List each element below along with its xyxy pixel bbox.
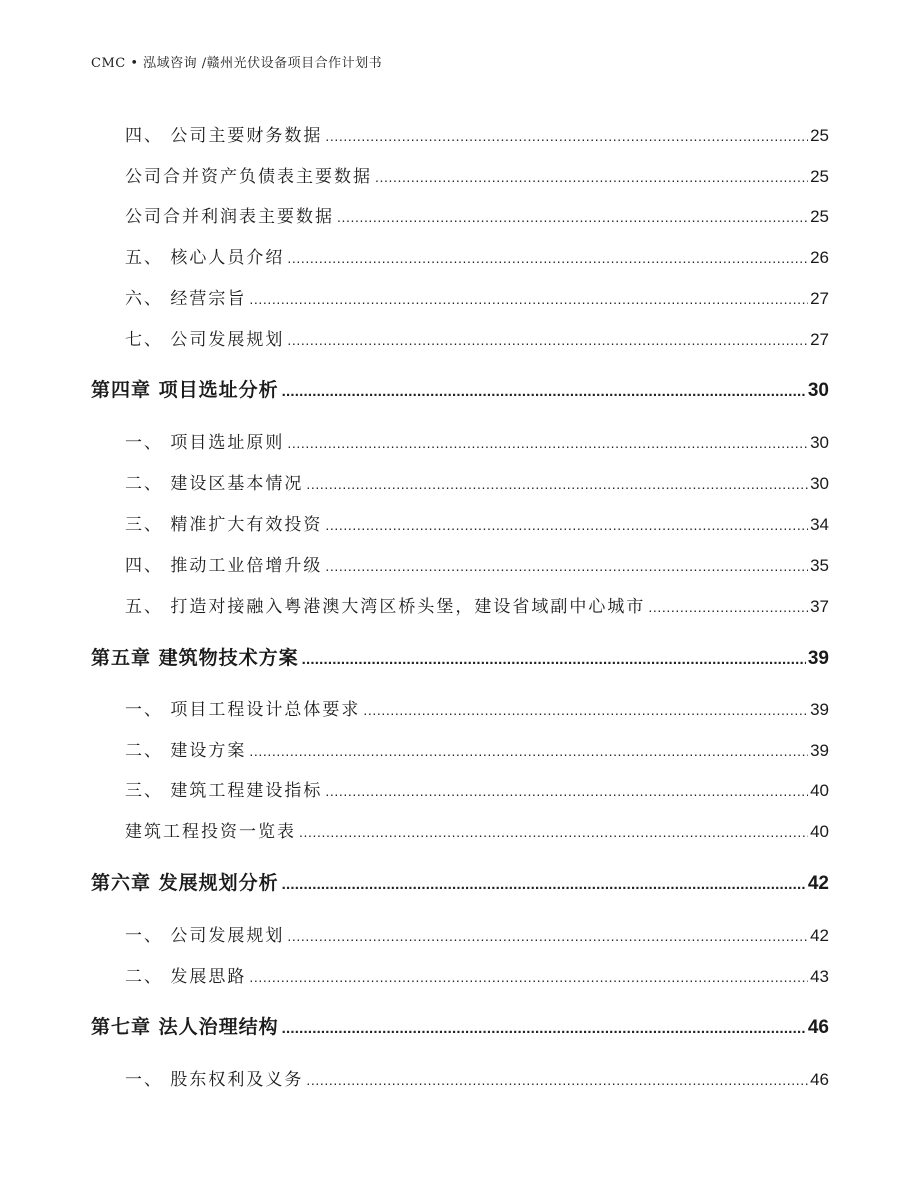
toc-entry-label: 四、 推动工业倍增升级: [125, 556, 323, 576]
toc-entry-page: 39: [810, 700, 829, 719]
dot-leader: [648, 596, 808, 618]
toc-chapter-label: 第四章 项目选址分析: [91, 379, 279, 401]
dot-leader: [282, 381, 806, 403]
dot-leader: [249, 288, 808, 310]
dot-leader: [306, 1069, 808, 1091]
toc-chapter-page: 46: [807, 1017, 829, 1038]
toc-entry[interactable]: [125, 925, 829, 947]
toc-entry-label: 三、 建筑工程建设指标: [125, 781, 323, 801]
toc-chapter-entry[interactable]: [91, 647, 829, 671]
dot-leader: [282, 874, 806, 896]
toc-entry[interactable]: [125, 966, 829, 988]
toc-entry-label: 一、 项目工程设计总体要求: [125, 700, 361, 720]
toc-entry-page: 35: [810, 556, 829, 575]
toc-entry-label: 一、 项目选址原则: [125, 433, 285, 453]
toc-entry-page: 26: [810, 248, 829, 267]
toc-entry-label: 二、 建设方案: [125, 741, 247, 761]
toc-entry-page: 34: [810, 515, 829, 534]
toc-entry[interactable]: [125, 206, 829, 228]
toc-entry-page: 30: [810, 474, 829, 493]
toc-chapter-label: 第五章 建筑物技术方案: [91, 647, 299, 669]
toc-entry-label: 一、 股东权利及义务: [125, 1070, 304, 1090]
toc-entry[interactable]: [125, 473, 829, 495]
toc-entry-label: 一、 公司发展规划: [125, 926, 285, 946]
toc-entry-label: 七、 公司发展规划: [125, 330, 285, 350]
toc-entry[interactable]: [125, 780, 829, 802]
dot-leader: [363, 699, 808, 721]
toc-entry-page: 27: [810, 289, 829, 308]
toc-entry-label: 二、 建设区基本情况: [125, 474, 304, 494]
toc-chapter-page: 39: [807, 648, 829, 669]
toc-entry-label: 五、 打造对接融入粤港澳大湾区桥头堡，建设省域副中心城市: [125, 597, 646, 617]
toc-entry[interactable]: [125, 555, 829, 577]
toc-chapter-entry[interactable]: [91, 379, 829, 403]
dot-leader: [325, 555, 808, 577]
toc-entry[interactable]: [125, 514, 829, 536]
toc-entry[interactable]: [125, 699, 829, 721]
dot-leader: [299, 821, 808, 843]
toc-entry-label: 三、 精准扩大有效投资: [125, 515, 323, 535]
toc-entry-page: 25: [810, 167, 829, 186]
toc-entry-label: 公司合并利润表主要数据: [125, 207, 334, 227]
toc-entry-page: 46: [810, 1070, 829, 1089]
toc-chapter-label: 第七章 法人治理结构: [91, 1016, 279, 1038]
toc-entry-page: 40: [810, 781, 829, 800]
toc-entry-label: 六、 经营宗旨: [125, 289, 247, 309]
dot-leader: [287, 247, 808, 269]
toc-chapter-page: 42: [807, 873, 829, 894]
dot-leader: [287, 329, 808, 351]
toc-entry[interactable]: [125, 432, 829, 454]
dot-leader: [325, 514, 808, 536]
toc-entry-page: 40: [810, 822, 829, 841]
toc-entry-page: 25: [810, 126, 829, 145]
toc-chapter-entry[interactable]: [91, 1016, 829, 1040]
toc-entry-label: 建筑工程投资一览表: [125, 822, 296, 842]
toc-entry[interactable]: [125, 596, 829, 618]
dot-leader: [249, 740, 808, 762]
dot-leader: [337, 206, 808, 228]
toc-entry[interactable]: [125, 166, 829, 188]
dot-leader: [249, 966, 808, 988]
toc-entry-page: 37: [810, 597, 829, 616]
toc-entry[interactable]: [125, 821, 829, 843]
toc-entry-label: 二、 发展思路: [125, 967, 247, 987]
dot-leader: [282, 1018, 806, 1040]
dot-leader: [287, 432, 808, 454]
dot-leader: [302, 649, 806, 671]
toc-entry-page: 27: [810, 330, 829, 349]
toc-chapter-label: 第六章 发展规划分析: [91, 872, 279, 894]
toc-entry-page: 25: [810, 207, 829, 226]
toc-entry[interactable]: [125, 247, 829, 269]
toc-chapter-entry[interactable]: [91, 872, 829, 896]
toc-entry[interactable]: [125, 329, 829, 351]
dot-leader: [287, 925, 808, 947]
toc-entry-page: 42: [810, 926, 829, 945]
running-header: CMC • 泓域咨询 /赣州光伏设备项目合作计划书: [91, 56, 383, 71]
dot-leader: [325, 780, 808, 802]
toc-entry-label: 四、 公司主要财务数据: [125, 126, 323, 146]
toc-entry[interactable]: [125, 125, 829, 147]
toc-entry-label: 五、 核心人员介绍: [125, 248, 285, 268]
toc-entry-page: 39: [810, 741, 829, 760]
dot-leader: [325, 125, 808, 147]
toc-entry-label: 公司合并资产负债表主要数据: [125, 167, 372, 187]
toc-entry-page: 30: [810, 433, 829, 452]
toc-entry-page: 43: [810, 967, 829, 986]
toc-chapter-page: 30: [807, 380, 829, 401]
toc-entry[interactable]: [125, 740, 829, 762]
toc-entry[interactable]: [125, 1069, 829, 1091]
toc-entry[interactable]: [125, 288, 829, 310]
dot-leader: [375, 166, 808, 188]
dot-leader: [306, 473, 808, 495]
